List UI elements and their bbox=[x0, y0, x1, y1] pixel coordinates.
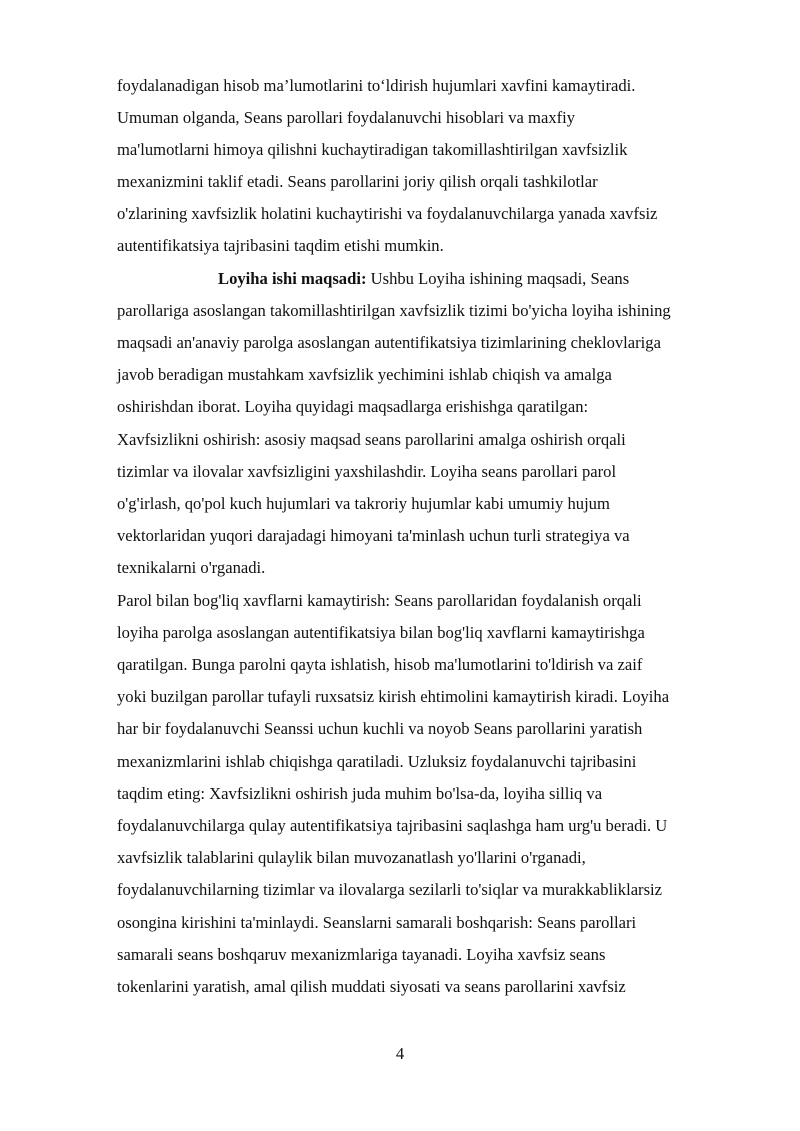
text-line: autentifikatsiya tajribasini taqdim etishi mumkin. bbox=[117, 236, 444, 255]
text-line: xavfsizlik talablarini qulaylik bilan muvozanatlash yo'llarini o'rganadi, bbox=[117, 848, 586, 867]
text-line: parollariga asoslangan takomillashtirilgan xavfsizlik tizimi bo'yicha loyiha ishining bbox=[117, 301, 671, 320]
text-line: vektorlaridan yuqori darajadagi himoyani ta'minlash uchun turli strategiya va bbox=[117, 526, 630, 545]
text-line: mexanizmini taklif etadi. Seans parollarini joriy qilish orqali tashkilotlar bbox=[117, 172, 598, 191]
text-line: foydalanuvchilarning tizimlar va ilovalarga sezilarli to'siqlar va murakkabliklarsiz bbox=[117, 880, 663, 899]
text-line: tizimlar va ilovalar xavfsizligini yaxshilashdir. Loyiha seans parollari parol bbox=[117, 462, 617, 481]
text-line: maqsadi an'anaviy parolga asoslangan autentifikatsiya tizimlarining cheklovlariga bbox=[117, 333, 661, 352]
text-line: qaratilgan. Bunga parolni qayta ishlatish, hisob ma'lumotlarini to'ldirish va zaif bbox=[117, 655, 643, 674]
text-line: ma'lumotlarni himoya qilishni kuchaytiradigan takomillashtirilgan xavfsizlik bbox=[117, 140, 628, 159]
text-line: oshirishdan iborat. Loyiha quyidagi maqsadlarga erishishga qaratilgan: bbox=[117, 397, 589, 416]
text-line: mexanizmlarini ishlab chiqishga qaratiladi. Uzluksiz foydalanuvchi tajribasini bbox=[117, 752, 637, 771]
text-line: samarali seans boshqaruv mexanizmlariga tayanadi. Loyiha xavfsiz seans bbox=[117, 945, 606, 964]
text-line: javob beradigan mustahkam xavfsizlik yechimini ishlab chiqish va amalga bbox=[117, 365, 612, 384]
text-line: osongina kirishini ta'minlaydi. Seanslarni samarali boshqarish: Seans parollari bbox=[117, 913, 637, 932]
text-line: yoki buzilgan parollar tufayli ruxsatsiz kirish ehtimolini kamaytirish kiradi. Loyiha bbox=[117, 687, 670, 706]
text-line: o'zlarining xavfsizlik holatini kuchaytirishi va foydalanuvchilarga yanada xavfsiz bbox=[117, 204, 658, 223]
text-line: loyiha parolga asoslangan autentifikatsiya bilan bog'liq xavflarni kamaytirishga bbox=[117, 623, 645, 642]
text-line: tokenlarini yaratish, amal qilish muddati siyosati va seans parollarini xavfsiz bbox=[117, 977, 626, 996]
text-line: foydalanuvchilarga qulay autentifikatsiya tajribasini saqlashga ham urg'u beradi. U bbox=[117, 816, 668, 835]
text-line: texnikalarni o'rganadi. bbox=[117, 558, 266, 577]
page-number: 4 bbox=[395, 1044, 405, 1063]
text-line: har bir foydalanuvchi Seanssi uchun kuchli va noyob Seans parollarini yaratish bbox=[117, 719, 643, 738]
section-heading: Loyiha ishi maqsadi: bbox=[218, 269, 367, 288]
text-line: taqdim eting: Xavfsizlikni oshirish juda muhim bo'lsa-da, loyiha silliq va bbox=[117, 784, 603, 803]
text-line: o'g'irlash, qo'pol kuch hujumlari va takroriy hujumlar kabi umumiy hujum bbox=[117, 494, 610, 513]
text-line: Umuman olganda, Seans parollari foydalanuvchi hisoblari va maxfiy bbox=[117, 108, 576, 127]
text-line: Xavfsizlikni oshirish: asosiy maqsad seans parollarini amalga oshirish orqali bbox=[117, 430, 626, 449]
text-line: Parol bilan bog'liq xavflarni kamaytirish: Seans parollaridan foydalanish orqali bbox=[117, 591, 642, 610]
section-heading-line bbox=[218, 269, 629, 289]
text-line: foydalanadigan hisob ma’lumotlarini to‘ldirish hujumlari xavfini kamaytiradi. bbox=[117, 76, 636, 95]
text-line: Ushbu Loyiha ishining maqsadi, Seans bbox=[370, 269, 630, 288]
